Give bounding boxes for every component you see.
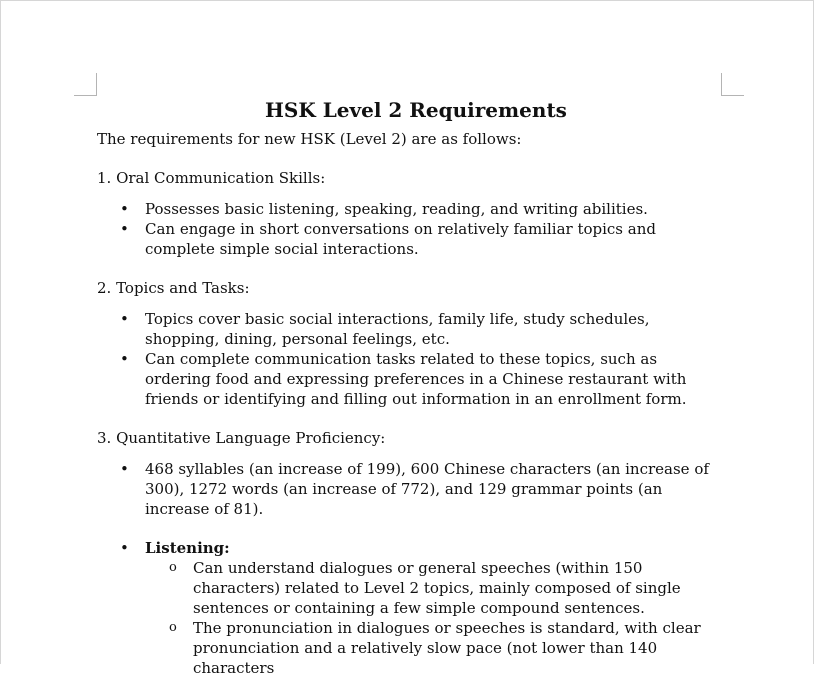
bullet-icon: • xyxy=(120,200,129,218)
list-item: • Can complete communication tasks related to these topics, such as ordering food and expressing preferences in a Chinese restaurant with friends or identifying and filling out information in an enrollment form. xyxy=(120,350,687,408)
bullet-icon: • xyxy=(120,539,129,557)
bullet-icon: • xyxy=(120,350,129,368)
margin-corner-top-right xyxy=(721,73,744,96)
sub-list-item: o Can understand dialogues or general speeches (within 150 characters) related to Level 2 topics, mainly composed of single sentences or containing a few simple compound sentences. xyxy=(169,559,681,617)
document-body[interactable] xyxy=(97,96,727,678)
bullet-icon: • xyxy=(120,220,129,238)
section-heading-quantitative: 3. Quantitative Language Proficiency: xyxy=(97,429,386,447)
listening-sublist xyxy=(145,558,727,678)
quantitative-list xyxy=(97,459,727,678)
list-item: • Possesses basic listening, speaking, reading, and writing abilities. xyxy=(120,200,648,218)
bullet-icon: • xyxy=(120,460,129,478)
section-heading-oral: 1. Oral Communication Skills: xyxy=(97,169,326,187)
bullet-icon: • xyxy=(120,310,129,328)
list-item: • 468 syllables (an increase of 199), 600 Chinese characters (an increase of 300), 1272 words (an increase of 772), and 129 grammar points (an increase of 81). xyxy=(120,460,709,518)
margin-corner-top-left xyxy=(74,73,97,96)
circle-bullet-icon: o xyxy=(169,560,177,575)
intro-paragraph: The requirements for new HSK (Level 2) are as follows: xyxy=(97,130,522,148)
section-heading-topics: 2. Topics and Tasks: xyxy=(97,279,250,297)
list-item: • Can engage in short conversations on relatively familiar topics and complete simple social interactions. xyxy=(120,220,656,258)
document-title: HSK Level 2 Requirements xyxy=(265,98,567,122)
topics-tasks-list xyxy=(97,309,727,409)
listening-item xyxy=(97,538,727,678)
listening-label: Listening: xyxy=(145,539,230,557)
circle-bullet-icon: o xyxy=(169,620,177,635)
oral-skills-list xyxy=(97,199,727,259)
list-item: • Topics cover basic social interactions, family life, study schedules, shopping, dining, personal feelings, etc. xyxy=(120,310,650,348)
sub-list-item: o The pronunciation in dialogues or speeches is standard, with clear pronunciation and a relatively slow pace (not lower than 140 characters xyxy=(169,619,701,677)
